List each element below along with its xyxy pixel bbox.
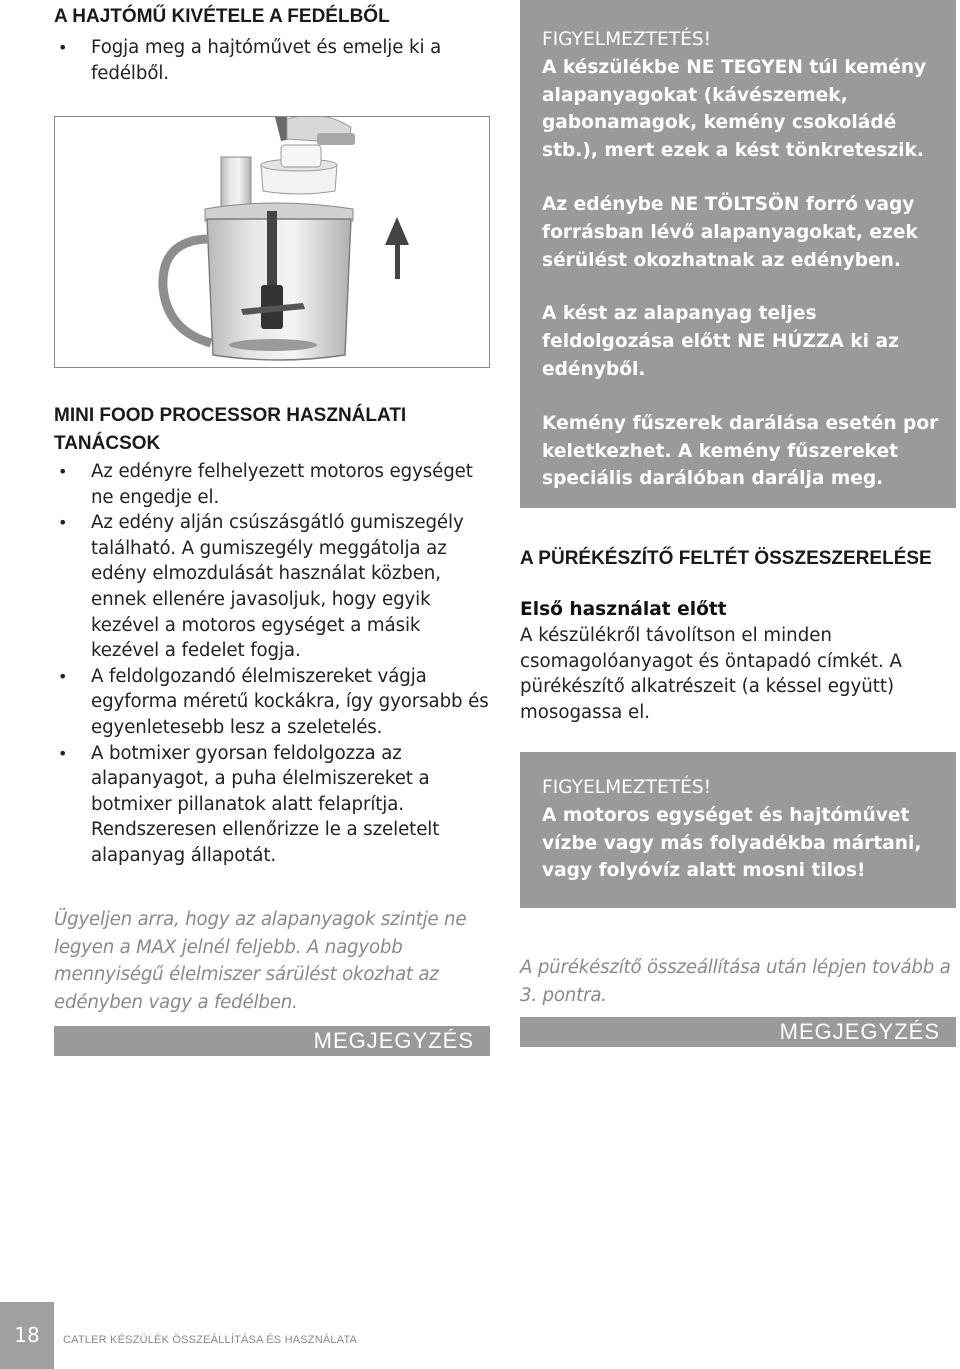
food-processor-image bbox=[55, 117, 490, 368]
list-item: • Az edényre felhelyezett motoros egységet ne engedje el. bbox=[54, 459, 490, 510]
warning-paragraph: A kést az alapanyag teljes feldolgozása előtt NE HÚZZA ki az edényből. bbox=[542, 303, 899, 380]
running-footer: CATLER KÉSZÜLÉK ÖSSZEÁLLÍTÁSA ÉS HASZNÁLATA bbox=[63, 1334, 358, 1346]
section-title-remove-gear: A HAJTÓMŰ KIVÉTELE A FEDÉLBŐL bbox=[54, 6, 390, 27]
section-title-puree-assembly: A PÜRÉKÉSZÍTŐ FELTÉT ÖSSZESZERELÉSE bbox=[520, 548, 932, 569]
warning-paragraph: A motoros egységet és hajtóművet vízbe vagy más folyadékba mártani, vagy folyóvíz alatt mosni tilos! bbox=[542, 804, 922, 882]
list-item: • Az edény alján csúszásgátló gumiszegély található. A gumiszegély meggátolja az edény elmozdulását használat közben, ennek ellenére javasoljuk, hogy egyik kezével a motoros egységet a másik kezével a fedelet fogja. bbox=[54, 510, 490, 664]
warning-title: FIGYELMEZTETÉS! bbox=[542, 29, 712, 50]
note-text: Ügyeljen arra, hogy az alapanyagok szintje ne legyen a MAX jelnél feljebb. A nagyobb mennyiségű élelmiszer sárülést okozhat az edényben vagy a fedélben. bbox=[54, 909, 467, 1013]
first-use-title: Első használat előtt bbox=[520, 599, 727, 620]
list-item: • A feldolgozandó élelmiszereket vágja egyforma méretű kockákra, így gyorsabb és egyenletesebb lesz a szeletelés. bbox=[54, 664, 490, 741]
warning-box-1 bbox=[520, 0, 956, 508]
remove-gear-steps bbox=[54, 35, 474, 86]
list-item: • Fogja meg a hajtóművet és emelje ki a fedélből. bbox=[54, 35, 474, 86]
note-text: A pürékészítő összeállítása után lépjen tovább a 3. pontra. bbox=[520, 957, 951, 1006]
usage-tips-list bbox=[54, 459, 490, 869]
warning-paragraph: Kemény fűszerek darálása esetén por keletkezhet. A kemény fűszereket speciális darálóban darálja meg. bbox=[542, 412, 939, 490]
warning-paragraph: Az edénybe NE TÖLTSÖN forró vagy forrásban lévő alapanyagokat, ezek sérülést okozhatnak az edényben. bbox=[542, 193, 918, 271]
warning-title: FIGYELMEZTETÉS! bbox=[542, 777, 712, 798]
page-number: 18 bbox=[0, 1302, 54, 1369]
list-item: • A botmixer gyorsan feldolgozza az alapanyagot, a puha élelmiszereket a botmixer pillanatok alatt felaprítja. Rendszeresen ellenőrizze le a szeletelt alapanyag állapotát. bbox=[54, 741, 490, 869]
product-illustration bbox=[54, 116, 490, 368]
warning-box-2 bbox=[520, 752, 956, 908]
note-label-bar: MEGJEGYZÉS bbox=[520, 1017, 956, 1047]
warning-paragraph: A készülékbe NE TEGYEN túl kemény alapanyagokat (kávészemek, gabonamagok, kemény csokoládé stb.), mert ezek a kést tönkreteszik. bbox=[542, 56, 927, 162]
note-label-bar: MEGJEGYZÉS bbox=[54, 1026, 490, 1056]
first-use-text: A készülékről távolítson el minden csomagolóanyagot és öntapadó címkét. A pürékészítő alkatrészeit (a késsel együtt) mosogassa el. bbox=[520, 625, 902, 723]
section-title-usage-tips: MINI FOOD PROCESSOR HASZNÁLATI TANÁCSOK bbox=[54, 405, 407, 454]
